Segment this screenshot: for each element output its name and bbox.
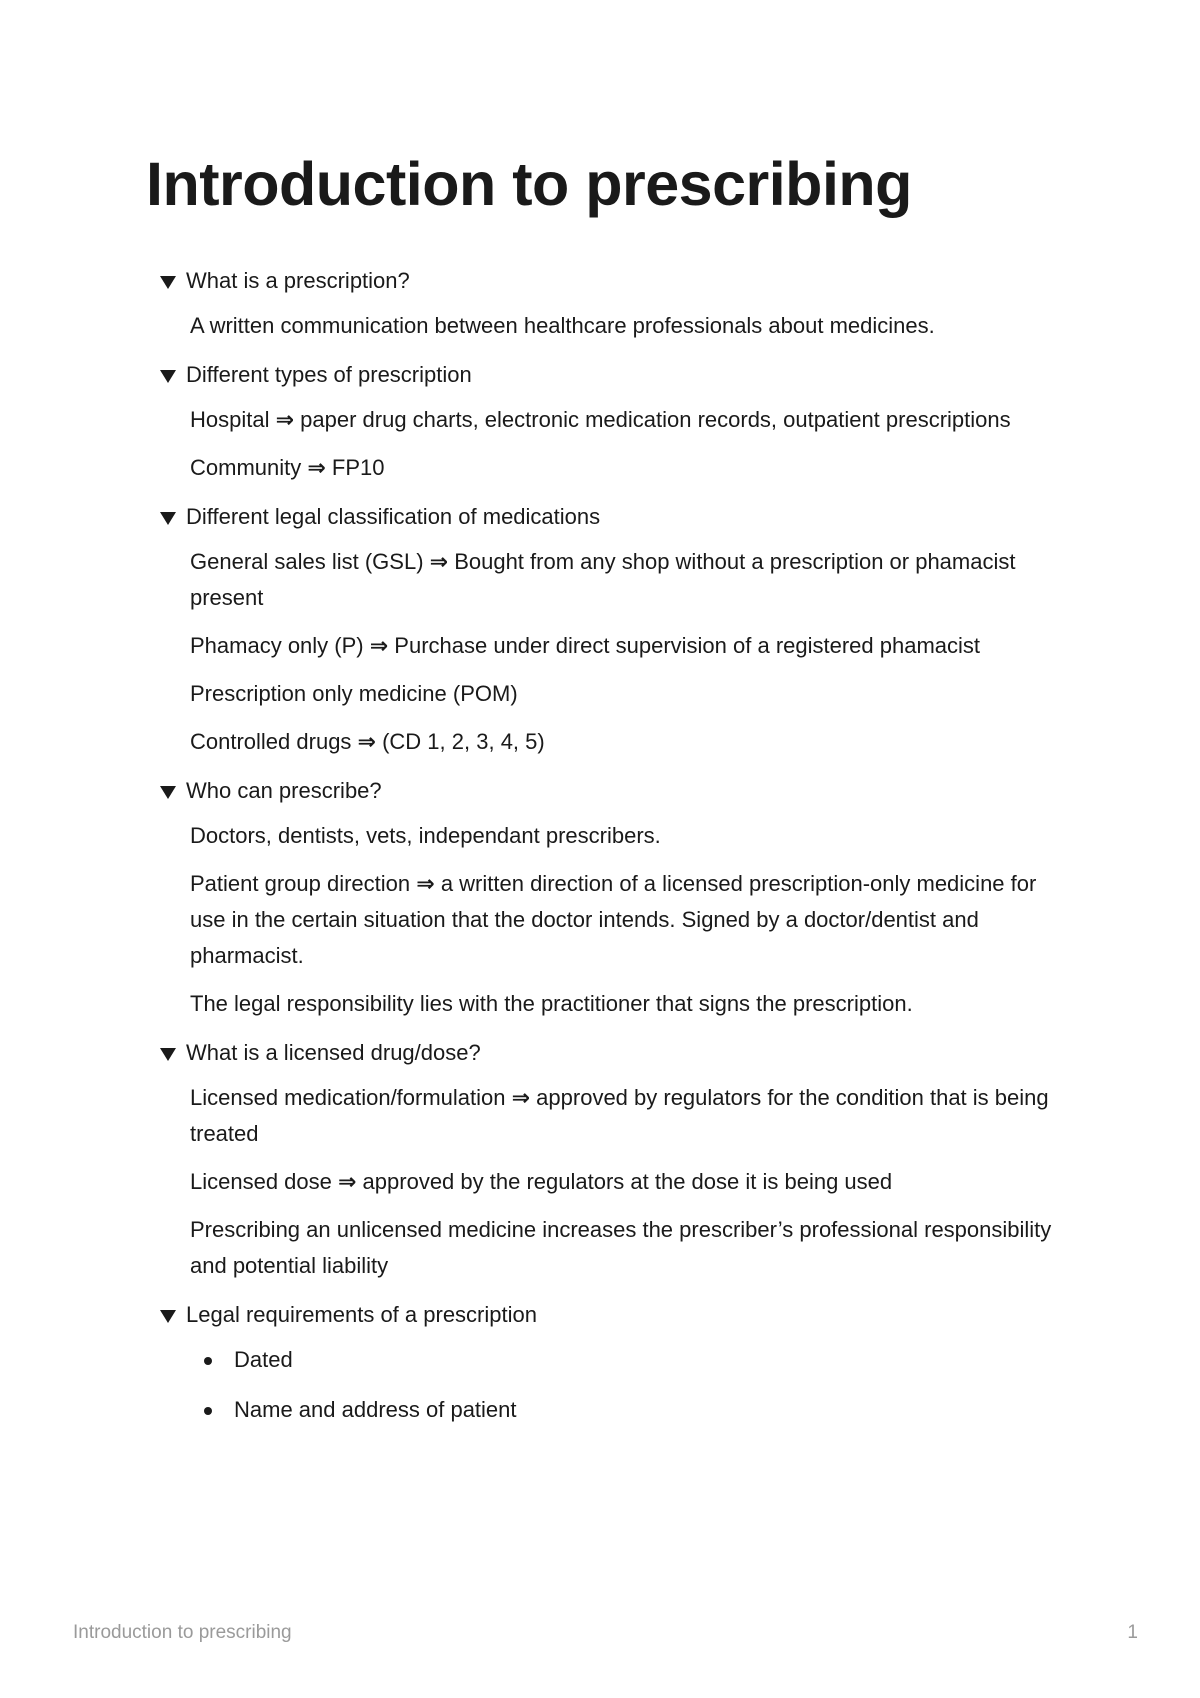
toggle-heading: Different types of prescription — [186, 362, 472, 387]
double-arrow-icon: ⇒ — [511, 1085, 531, 1110]
toggle-summary[interactable] — [160, 1298, 1060, 1332]
toggle-heading: Legal requirements of a prescription — [186, 1302, 537, 1327]
paragraph: A written communication between healthcare professionals about medicines. — [190, 313, 935, 338]
toggle-legal-classification — [160, 500, 1060, 760]
toggle-body — [160, 402, 1060, 486]
toggle-summary[interactable] — [160, 500, 1060, 534]
triangle-down-icon[interactable] — [160, 1310, 176, 1323]
bullet-dot-icon — [204, 1357, 212, 1365]
double-arrow-icon: ⇒ — [429, 549, 449, 574]
paragraph: Doctors, dentists, vets, independant prescribers. — [190, 823, 661, 848]
toggle-licensed-drug-dose — [160, 1036, 1060, 1284]
toggle-heading: Different legal classification of medications — [186, 504, 601, 529]
paragraph: Licensed dose ⇒ approved by the regulators at the dose it is being used — [190, 1169, 893, 1194]
toggle-body — [160, 544, 1060, 760]
toggle-legal-requirements — [160, 1298, 1060, 1428]
double-arrow-icon: ⇒ — [416, 871, 435, 896]
double-arrow-icon: ⇒ — [338, 1169, 357, 1194]
toggle-summary[interactable] — [160, 264, 1060, 298]
document-content — [160, 264, 1060, 1442]
triangle-down-icon[interactable] — [160, 786, 176, 799]
paragraph: Prescription only medicine (POM) — [190, 681, 518, 706]
toggle-types-of-prescription — [160, 358, 1060, 486]
bullet-dot-icon — [204, 1407, 212, 1415]
toggle-body — [160, 818, 1060, 1022]
bullet-list — [190, 1342, 1060, 1428]
toggle-body — [160, 308, 1060, 344]
toggle-summary[interactable] — [160, 774, 1060, 808]
toggle-summary[interactable] — [160, 1036, 1060, 1070]
paragraph: The legal responsibility lies with the practitioner that signs the prescription. — [190, 991, 913, 1016]
paragraph: General sales list (GSL) ⇒ Bought from any shop without a prescription or phamacist present — [190, 549, 1016, 610]
double-arrow-icon: ⇒ — [275, 407, 295, 432]
toggle-summary[interactable] — [160, 358, 1060, 392]
footer-title: Introduction to prescribing — [73, 1622, 292, 1643]
toggle-what-is-a-prescription — [160, 264, 1060, 344]
list-item: Dated — [204, 1342, 1060, 1378]
page-number: 1 — [1127, 1622, 1138, 1643]
toggle-body — [160, 1080, 1060, 1284]
paragraph: Controlled drugs ⇒ (CD 1, 2, 3, 4, 5) — [190, 729, 545, 754]
triangle-down-icon[interactable] — [160, 1048, 176, 1061]
page-title: Introduction to prescribing — [146, 150, 912, 218]
triangle-down-icon[interactable] — [160, 370, 176, 383]
toggle-who-can-prescribe — [160, 774, 1060, 1022]
triangle-down-icon[interactable] — [160, 276, 176, 289]
triangle-down-icon[interactable] — [160, 512, 176, 525]
toggle-heading: Who can prescribe? — [186, 778, 382, 803]
paragraph: Community ⇒ FP10 — [190, 455, 385, 480]
toggle-heading: What is a prescription? — [186, 268, 410, 293]
double-arrow-icon: ⇒ — [357, 729, 376, 754]
paragraph: Prescribing an unlicensed medicine increases the prescriber’s professional responsibility and potential liability — [190, 1217, 1052, 1278]
paragraph: Phamacy only (P) ⇒ Purchase under direct supervision of a registered phamacist — [190, 633, 981, 658]
toggle-heading: What is a licensed drug/dose? — [186, 1040, 481, 1065]
toggle-body — [160, 1342, 1060, 1428]
double-arrow-icon: ⇒ — [307, 455, 326, 480]
double-arrow-icon: ⇒ — [369, 633, 389, 658]
paragraph: Patient group direction ⇒ a written direction of a licensed prescription-only medicine for use in the certain situation that the doctor intends. Signed by a doctor/dentist and pharmacist. — [190, 871, 1037, 968]
paragraph: Licensed medication/formulation ⇒ approved by regulators for the condition that is being treated — [190, 1085, 1049, 1146]
list-item: Name and address of patient — [204, 1392, 1060, 1428]
paragraph: Hospital ⇒ paper drug charts, electronic medication records, outpatient prescriptions — [190, 407, 1011, 432]
